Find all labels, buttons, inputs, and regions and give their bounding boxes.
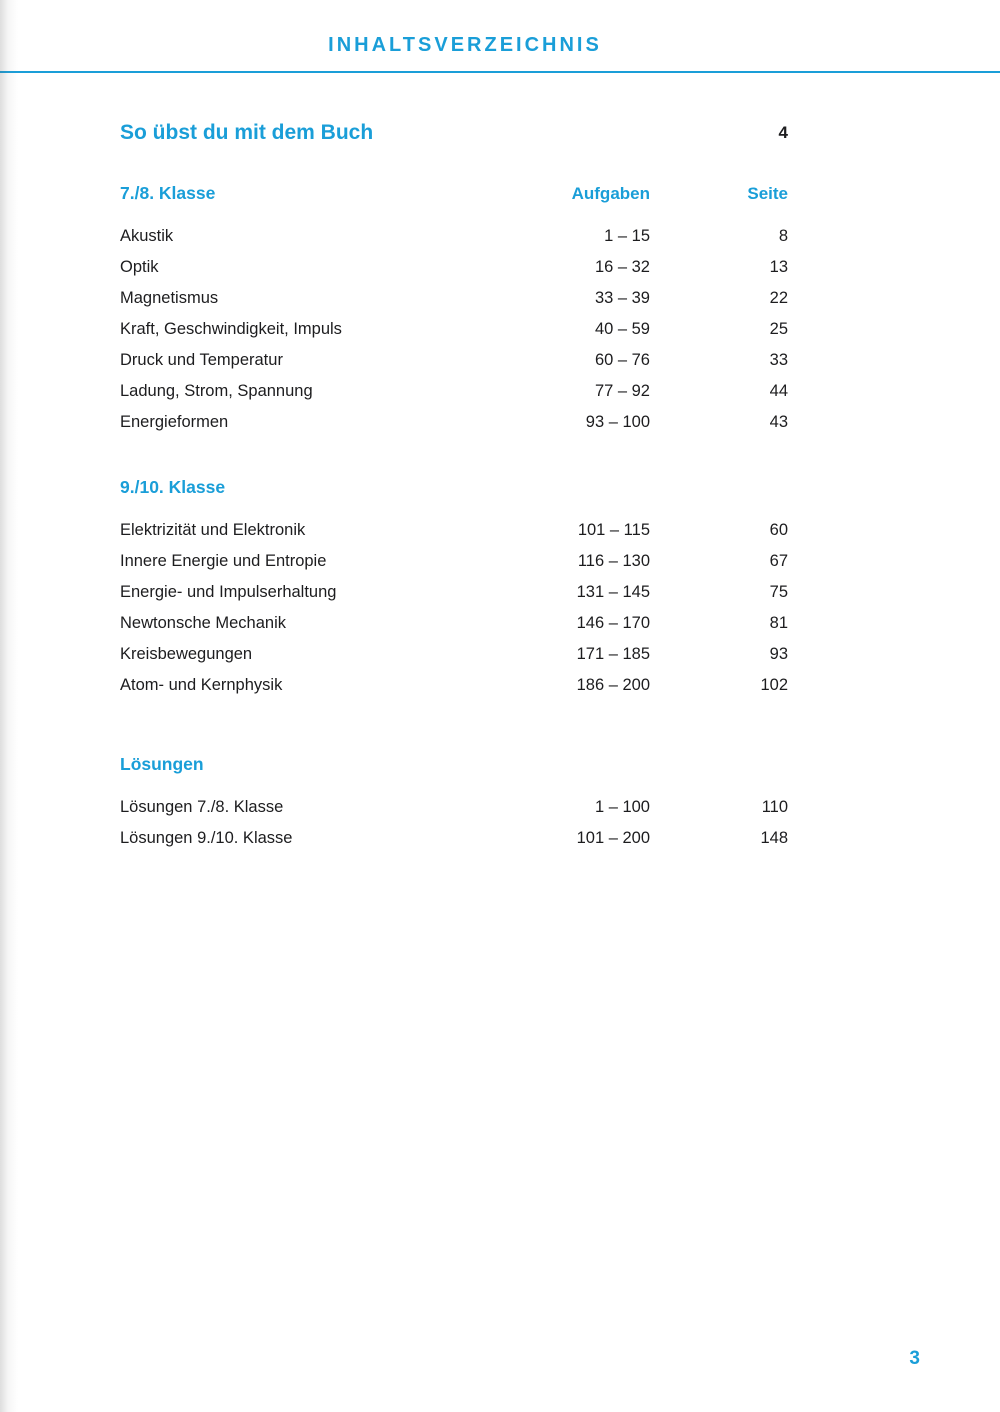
toc-row xyxy=(120,376,788,407)
column-header-empty xyxy=(530,749,650,780)
task-range: 77 – 92 xyxy=(594,382,650,400)
page-ref: 93 xyxy=(769,645,788,663)
chapter-title: Energieformen xyxy=(120,413,229,431)
section-title: 9./10. Klasse xyxy=(120,477,226,497)
page-ref: 44 xyxy=(769,382,788,400)
page-ref: 43 xyxy=(769,413,788,431)
page-ref: 102 xyxy=(760,676,788,694)
toc-row xyxy=(120,314,788,345)
column-header-seite: Seite xyxy=(747,184,788,203)
footer-page-number: 3 xyxy=(909,1348,920,1369)
chapter-title: Newtonsche Mechanik xyxy=(120,614,286,632)
chapter-title: Kreisbewegungen xyxy=(120,645,253,663)
section-title: Lösungen xyxy=(120,754,204,774)
page-title: INHALTSVERZEICHNIS xyxy=(328,34,602,56)
task-range: 60 – 76 xyxy=(594,351,650,369)
page-ref: 25 xyxy=(769,320,788,338)
toc-row xyxy=(120,546,788,577)
task-range: 101 – 200 xyxy=(576,829,650,847)
section-header xyxy=(120,472,788,503)
task-range: 116 – 130 xyxy=(577,552,650,570)
section-klasse-7-8 xyxy=(120,178,788,438)
section-header xyxy=(120,749,788,780)
task-range: 1 – 15 xyxy=(604,227,650,245)
chapter-title: Ladung, Strom, Spannung xyxy=(120,382,313,400)
toc-row xyxy=(120,639,788,670)
task-range: 93 – 100 xyxy=(585,413,650,431)
task-range: 1 – 100 xyxy=(594,798,650,816)
toc-row xyxy=(120,283,788,314)
chapter-title: Innere Energie und Entropie xyxy=(120,552,327,570)
section-rows xyxy=(120,221,788,438)
toc-row xyxy=(120,670,788,701)
task-range: 186 – 200 xyxy=(576,676,650,694)
chapter-title: Energie- und Impulserhaltung xyxy=(120,583,337,601)
page-ref: 148 xyxy=(760,829,788,847)
column-header-empty xyxy=(530,472,650,503)
toc-row xyxy=(120,792,788,823)
task-range: 171 – 185 xyxy=(576,645,650,663)
toc-row xyxy=(120,221,788,252)
intro-page-ref: 4 xyxy=(778,123,788,142)
section-loesungen xyxy=(120,749,788,854)
chapter-title: Magnetismus xyxy=(120,289,219,307)
section-header xyxy=(120,178,788,209)
chapter-title: Elektrizität und Elektronik xyxy=(120,521,306,539)
toc-row xyxy=(120,252,788,283)
toc-row xyxy=(120,823,788,854)
task-range: 40 – 59 xyxy=(594,320,650,338)
page-ref: 60 xyxy=(769,521,788,539)
section-rows xyxy=(120,792,788,854)
task-range: 16 – 32 xyxy=(594,258,650,276)
page-ref: 22 xyxy=(769,289,788,307)
section-rows xyxy=(120,515,788,701)
toc-row xyxy=(120,515,788,546)
page-ref: 81 xyxy=(769,614,788,632)
chapter-title: Atom- und Kernphysik xyxy=(120,676,283,694)
column-header-empty xyxy=(650,472,788,503)
intro-entry xyxy=(120,117,788,148)
column-header-aufgaben: Aufgaben xyxy=(571,184,650,203)
toc-row xyxy=(120,345,788,376)
column-header-empty xyxy=(650,749,788,780)
chapter-title: Druck und Temperatur xyxy=(120,351,283,369)
page-ref: 8 xyxy=(778,227,788,245)
page-ref: 13 xyxy=(769,258,788,276)
chapter-title: Optik xyxy=(120,258,159,276)
toc-row xyxy=(120,407,788,438)
chapter-title: Kraft, Geschwindigkeit, Impuls xyxy=(120,320,342,338)
page-ref: 110 xyxy=(761,798,788,816)
toc-content xyxy=(0,73,1000,854)
task-range: 33 – 39 xyxy=(594,289,650,307)
chapter-title: Lösungen 7./8. Klasse xyxy=(120,798,284,816)
page-ref: 67 xyxy=(769,552,788,570)
task-range: 146 – 170 xyxy=(576,614,650,632)
page-header xyxy=(0,0,1000,73)
chapter-title: Lösungen 9./10. Klasse xyxy=(120,829,293,847)
chapter-title: Akustik xyxy=(120,227,174,245)
intro-title: So übst du mit dem Buch xyxy=(120,121,374,144)
toc-row xyxy=(120,608,788,639)
page-ref: 33 xyxy=(769,351,788,369)
task-range: 131 – 145 xyxy=(576,583,650,601)
task-range: 101 – 115 xyxy=(577,521,650,539)
page-ref: 75 xyxy=(769,583,788,601)
section-klasse-9-10 xyxy=(120,472,788,701)
section-title: 7./8. Klasse xyxy=(120,183,216,203)
toc-row xyxy=(120,577,788,608)
